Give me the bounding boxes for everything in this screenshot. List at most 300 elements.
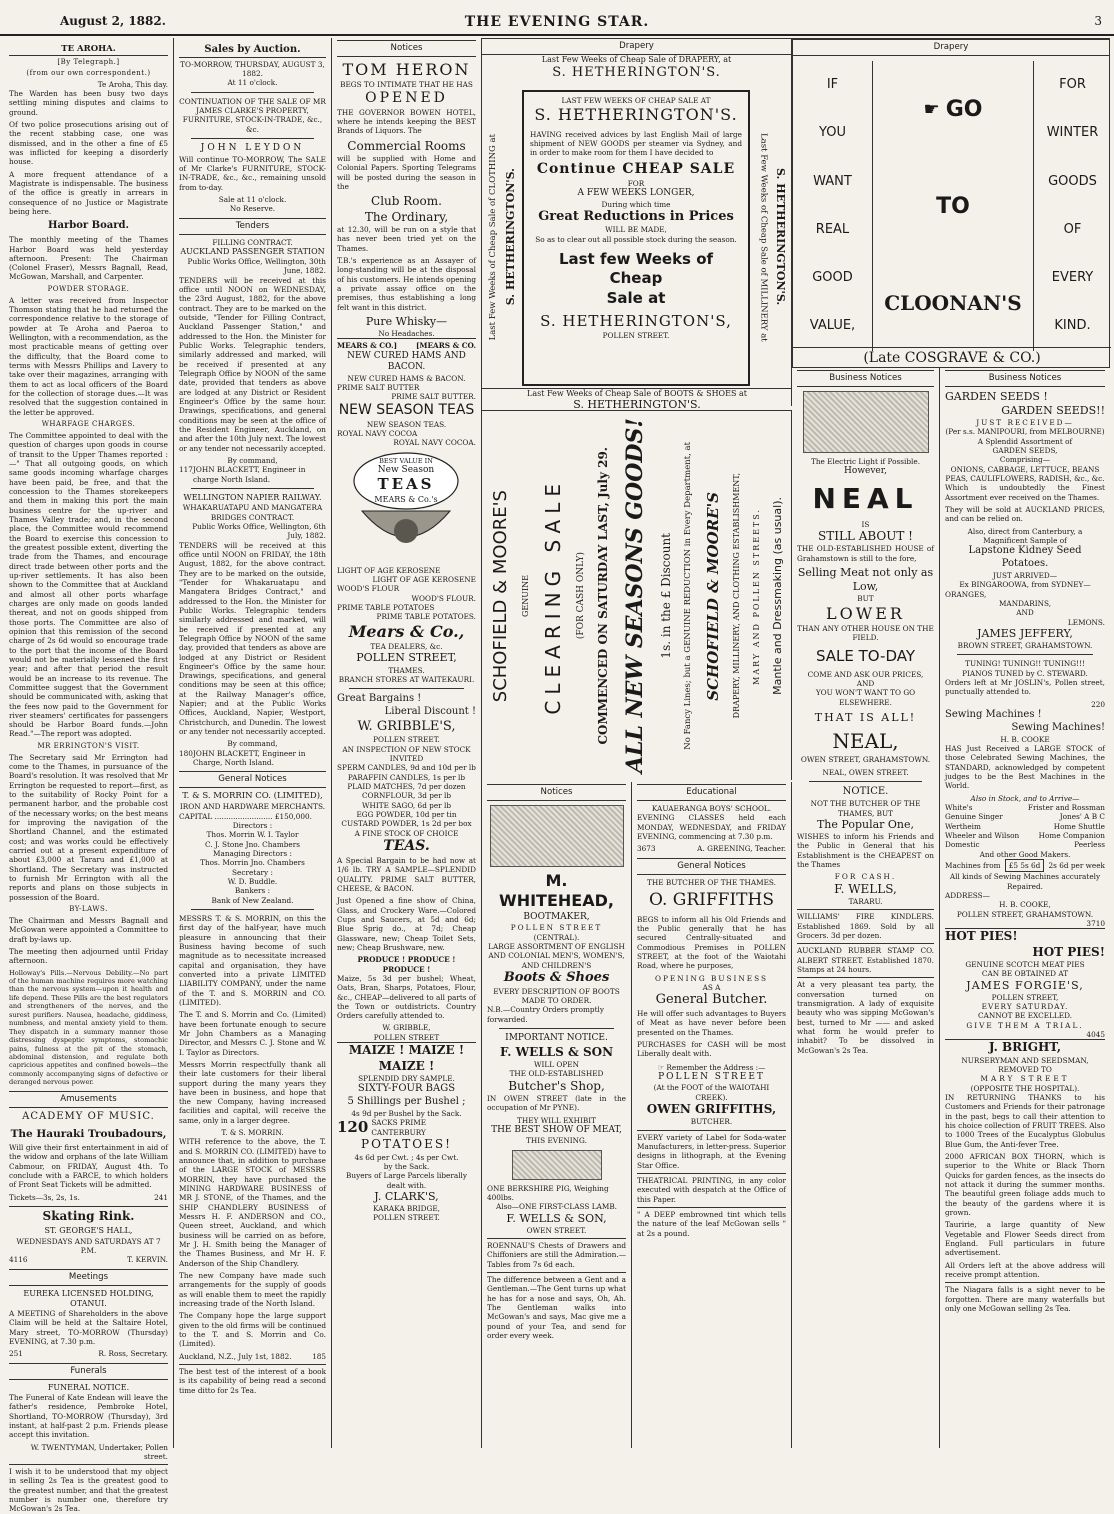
ad-number: 241 <box>154 1192 168 1202</box>
clearing-sale: CLEARING SALE <box>540 477 565 715</box>
a-few-weeks: A FEW WEEKS LONGER, <box>577 188 695 199</box>
last-few-weeks: Last few Weeks of Cheap <box>558 250 714 288</box>
sewing-machines: Sewing Machines ! <box>945 709 1042 721</box>
auctioneer-name: JOHN LEYDON <box>200 143 305 154</box>
bright-name: J. BRIGHT, <box>945 1039 1105 1055</box>
opening-business: OPENING BUSINESS <box>655 973 768 983</box>
printing-advert: THEATRICAL PRINTING, in any color executed with despatch at the Office of this Paper. <box>637 1173 786 1204</box>
produce-heading: PRODUCE ! PRODUCE ! PRODUCE ! <box>357 955 456 974</box>
teas-italic: TEAS. <box>383 838 430 854</box>
schofield-name: SCHOFIELD & MOORE'S <box>703 491 722 701</box>
that-is-all: THAT IS ALL! <box>814 711 917 725</box>
secretary: W. D. Buddle. <box>227 876 278 886</box>
bankers-label: Bankers : <box>234 886 271 896</box>
masthead <box>0 0 1114 36</box>
genuine-label: GENUINE <box>521 575 531 617</box>
great-bargains: Great Bargains ! <box>337 693 422 705</box>
mears-item: LIGHT OF AGE KEROSENE <box>337 565 441 575</box>
garden-seeds-heading: GARDEN SEEDS!! <box>1001 404 1105 418</box>
news-paragraph: The Chairman and Messrs Bagnall and McGowan were appointed a Committee to draft by-laws up. <box>9 915 168 944</box>
section-general-notices: General Notices <box>179 771 326 788</box>
morrin-date-row <box>179 1352 326 1361</box>
general-butcher: General Butcher. <box>655 992 768 1008</box>
subheading: WHARFAGE CHARGES. <box>41 420 136 429</box>
not-the-butcher: NOT THE BUTCHER OF THE THAMES, BUT <box>810 799 921 818</box>
column-garden <box>940 368 1110 1448</box>
still-about: STILL ABOUT ! <box>817 529 913 543</box>
grocery-item: SPERM CANDLES, 9d and 10d per lb <box>337 763 476 773</box>
divider <box>191 488 314 489</box>
ad-number: 220 <box>1091 699 1105 709</box>
neal-address: NEAL, OWEN STREET. <box>822 768 909 778</box>
machine-name: Home Companion <box>1038 830 1105 840</box>
divider <box>191 92 314 93</box>
thames: THAMES. <box>388 665 425 675</box>
hetherington-name: S. HETHERINGTON'S. <box>774 168 788 306</box>
new-season-teas: NEW SEASON TEAS <box>338 401 475 418</box>
want-word: WANT <box>813 173 852 189</box>
directors: Thos. Morrin Jno. Chambers <box>200 858 305 868</box>
tararu: TARARU. <box>848 896 883 906</box>
heron-text: T.B.'s experience as an Assayer of long-standing will be at the disposal of his customers. He intends opening a private assay office on the premises, thus establishing a long felt want in this district. <box>337 256 476 312</box>
new-season: New Season <box>377 464 435 475</box>
garden-seeds: GARDEN SEEDS, <box>992 446 1058 456</box>
heron-text: THE GOVERNOR BOWEN HOTEL, where he intends keeping the BEST Brands of Liquors. The <box>337 107 476 136</box>
oranges: ORANGES, <box>945 589 987 599</box>
other-makers: And other Good Makers. <box>979 849 1071 859</box>
made-to-order: EVERY DESCRIPTION OF BOOTS MADE TO ORDER. <box>493 986 620 1006</box>
sacks-label: SACKS PRIME CANTERBURY <box>371 1118 427 1137</box>
section-meetings: Meetings <box>9 1269 168 1286</box>
boots-shoes: Boots & Shoes <box>503 970 610 986</box>
for-word: FOR <box>1059 76 1086 92</box>
removed-to: REMOVED TO <box>998 1064 1052 1074</box>
clothing-sale-line: Last Few Weeks of Cheap Sale of CLOTHING at <box>487 133 498 341</box>
bright-text: 2000 AFRICAN BOX THORN, which is superior to the White or Black Thorn Quicks for garden fences, as the insects do not attack it during the summer months. The beautiful green foliage adds much to the beauty of the gardens where it is grown. <box>945 1151 1105 1217</box>
branch-stores: BRANCH STORES AT WAITEKAURI. <box>338 674 475 684</box>
gribble-sign: W. GRIBBLE, <box>382 1023 431 1033</box>
tender-title: FILLING CONTRACT. <box>212 237 293 247</box>
pure-whisky: Pure Whisky— <box>365 315 448 329</box>
grocery-item: EGG POWDER, 10d per tin <box>356 810 457 820</box>
important-notice: IMPORTANT NOTICE. <box>505 1033 608 1044</box>
cloonan-advert <box>792 38 1110 368</box>
amusement-text: Will give their first entertainment in aid of the widow and orphans of the late William Cabmour, on FRIDAY, August 4th. To conclude with a FARCE, to which holders of Front Seat Tickets will be admitted. <box>9 1142 168 1190</box>
mears-item: ROYAL NAVY COCOA. <box>393 438 476 448</box>
news-paragraph: The meeting then adjourned until Friday afternoon. <box>9 946 168 966</box>
but-label: BUT <box>857 594 874 604</box>
newspaper-title: THE EVENING STAR. <box>464 14 650 30</box>
wont-go: YOU WON'T WANT TO GO ELSEWHERE. <box>815 688 916 707</box>
morrin-text: WITH reference to the above, the T. and S. MORRIN CO. (LIMITED) have to announce that, in addition to purchase of the LARGE STOCK of MESSRS MORRIN, they have purchased the MINING HARDWARE BUSINESS of MR J. STONE, of the Thames, and the SHIP CHANDLERY BUSINESS of Messrs H. F. ANDERSON and CO., Queen street, Auckland, and which business will be carried on as before, Mr J. H. Smith being the Manager of the Thames Business, and Mr H. F. Anderson of the Ship Chandlery. <box>179 1137 326 1268</box>
as-a: AS A <box>702 983 721 993</box>
tea-puff: The best test of the interest of a book is its capability of being read a second time ditto for 2s Tea. <box>179 1364 326 1395</box>
address-label: ADDRESS— <box>945 890 990 900</box>
divider <box>349 688 464 689</box>
of-word: OF <box>1063 221 1082 237</box>
morrin-sign: T. & S. MORRIN. <box>221 1128 284 1138</box>
central: (CENTRAL). <box>533 932 580 942</box>
great-reductions: Great Reductions in Prices <box>538 208 734 224</box>
meeting-sign-row <box>9 1349 168 1358</box>
mears-label: [MEARS & CO. <box>415 341 476 351</box>
opened-heading: OPENED <box>365 89 448 106</box>
morrin-text: The Company hope the large support given to the old firms will be continued to the T. and S. Morrin and Co. (Limited). <box>179 1311 326 1349</box>
old-established: THE OLD-ESTABLISHED <box>509 1069 604 1079</box>
inspection-invited: AN INSPECTION OF NEW STOCK INVITED <box>342 744 471 764</box>
cooke-text: HAS Just Received a LARGE STOCK of those Celebrated Sewing Machines, the STANDARD, acknowledged by competent judges to be the Best Machines in the World. <box>945 743 1105 791</box>
tickets-price: Tickets—3s, 2s, 1s. <box>9 1192 80 1202</box>
griffiths-text: BEGS to inform all his Old Friends and the Public generally that he has secured Centrally-situated and Commodious Premises in POLLEN STREET, at the foot of the Waiotahi Road, where he purposes, <box>637 914 786 971</box>
nurseryman: NURSERYMAN AND SEEDSMAN, <box>961 1055 1089 1065</box>
ask-prices: COME AND ASK OUR PRICES, <box>807 669 924 679</box>
machine-row <box>945 831 1105 840</box>
tender-sign-row <box>179 749 326 768</box>
value-word: VALUE, <box>809 318 856 334</box>
cooke-name: H. B. COOKE, <box>999 900 1051 910</box>
new-cured-hams: NEW CURED HAMS AND BACON. <box>347 350 466 373</box>
hetherington-name: S. HETHERINGTON'S. <box>573 398 701 411</box>
academy-heading: ACADEMY OF MUSIC. <box>22 1110 155 1122</box>
mears-label: MEARS & CO.] <box>337 341 398 351</box>
seed-list: ONIONS, CABBAGE, LETTUCE, BEANS PEAS, CAULIFLOWERS, RADISH, &c., &c. <box>945 464 1105 484</box>
section-notices: Notices <box>487 784 626 801</box>
will-open: WILL OPEN <box>534 1059 579 1069</box>
capital: CAPITAL ......................... £150,000. <box>179 811 312 821</box>
sixty-four-bags: SIXTY-FOUR BAGS <box>357 1083 456 1095</box>
machine-name: Genuine Singer <box>945 812 1003 822</box>
news-paragraph: A more frequent attendance of a Magistrate is indispensable. The business of the office is greatly in arrears in consequence of no Justice or Magistrate being here. <box>9 169 168 217</box>
fine-stock: A FINE STOCK OF CHOICE <box>354 828 459 838</box>
karaka-bridge: KARAKA BRIDGE, <box>373 1204 440 1214</box>
cloonan-left <box>793 61 873 351</box>
for-label: FOR <box>627 178 645 188</box>
troubadours-heading: The Hauraki Troubadours, <box>10 1127 167 1140</box>
goods-word: GOODS <box>1048 173 1097 189</box>
tender-subject: AUCKLAND PASSENGER STATION <box>180 246 325 256</box>
machine-row <box>945 840 1105 849</box>
byline: [By Telegraph.] <box>57 57 120 66</box>
byline-sub: (from our own correspondent.) <box>26 68 151 77</box>
grocery-item: CORNFLOUR, 3d per lb <box>361 791 452 801</box>
dateline: Te Aroha, This day. <box>97 79 168 89</box>
griffiths-text: PURCHASES for CASH will be most Liberally dealt with. <box>637 1039 786 1059</box>
during-label: During which time <box>601 199 671 209</box>
date: Auckland, N.Z., July 1st, 1882. <box>179 1351 292 1361</box>
mears-item: PRIME SALT BUTTER. <box>391 392 476 402</box>
boot-illustration <box>490 805 624 867</box>
mary-street: MARY STREET <box>980 1074 1070 1084</box>
just-arrived: JUST ARRIVED— <box>992 571 1058 581</box>
divider <box>499 1028 614 1029</box>
mears-item: WOOD'S FLOUR <box>337 584 400 594</box>
funeral-heading: FUNERAL NOTICE. <box>47 1382 130 1392</box>
bright-text: IN RETURNING THANKS to his Customers and Friends for their patronage in the past, begs to call their attention to his choice collection of FRUIT TREES. Also to 1000 Trees of the Eucalyptus Globulus Blue Gum, the Anti-fever Tree. <box>945 1092 1105 1149</box>
real-word: REAL <box>815 221 850 237</box>
machine-name: Home Shuttle <box>1053 821 1105 831</box>
tea-puff: I wish it to be understood that my object in selling 2s Tea is the greatest good to the greatest number, and that the greatest number is number one, therefore try McGowan's 2s Tea. <box>9 1464 168 1514</box>
foot-of-creek: (At the FOOT of the WAIOTAHI CREEK). <box>653 1083 770 1102</box>
rubber-stamp-advert: AUCKLAND RUBBER STAMP CO. ALBERT STREET. Established 1870. Stamps at 24 hours. <box>797 943 934 974</box>
grocery-item: PLAID MATCHES, 7d per dozen <box>347 782 466 792</box>
ad-number: 4045 <box>1086 1029 1105 1039</box>
grocery-item: WHITE SAGO, 6d per lb <box>362 800 451 810</box>
neal-heading: NEAL, <box>832 729 899 754</box>
garden-seeds-heading: GARDEN SEEDS ! <box>945 390 1048 403</box>
news-paragraph: Of two police prosecutions arising out of the recent stabbing case, one was dismissed, and in the other a fine of £5 was inflicted for keeping a disorderly house. <box>9 120 168 167</box>
mears-item: PRIME TABLE POTATOES <box>337 602 435 612</box>
hot-pies: HOT PIES! <box>1032 944 1105 959</box>
cooke-name: H. B. COOKE <box>1000 734 1050 744</box>
teacher: A. GREENING, Teacher. <box>697 844 786 854</box>
garden-text: Which is undoubtedly the Finest Assortment ever received on the Thames. <box>945 483 1105 502</box>
tender-date: Public Works Office, Wellington, 6th July, 1882. <box>192 521 326 541</box>
directors: C. J. Stone Jno. Chambers <box>205 839 300 849</box>
harbor-board-heading: Harbor Board. <box>48 220 129 232</box>
cash-only: (FOR CASH ONLY) <box>575 552 586 640</box>
commenced: COMMENCED ON SATURDAY LAST, July 29. <box>596 447 611 745</box>
kindlers-advert: WILLIAMS' FIRE KINDLERS. Established 1869. Sold by all Grocers. 3d per dozen. <box>797 909 934 940</box>
maize-heading: MAIZE ! <box>378 1058 435 1073</box>
they-will-exhibit: THEY WILL EXHIBIT <box>517 1115 596 1125</box>
by-command: By command, <box>227 456 278 466</box>
page-number: 3 <box>1094 14 1102 28</box>
club-room: Club Room. <box>371 194 442 209</box>
genuine-reduction: No Fancy Lines; but a GENUINE REDUCTION in Every Department, at <box>683 442 694 750</box>
proprietor-row <box>9 1255 168 1264</box>
meeting-text: A MEETING of Shareholders in the above Claim will be held at the Saltaire Hotel, Mary street, TO-MORROW (Thursday) EVENING, at 7.30 p.m. <box>9 1308 168 1346</box>
grocery-item: PARAFFIN CANDLES, 1s per lb <box>347 772 466 782</box>
new-seasons-goods: ALL NEW SEASONS GOODS! <box>622 418 649 774</box>
teacher-row <box>637 844 786 853</box>
ad-number: 3673 <box>637 844 656 854</box>
first-class-lamb: Also—ONE FIRST-CLASS LAMB. <box>495 1202 618 1212</box>
owen-street: OWEN STREET, GRAHAMSTOWN. <box>800 754 931 764</box>
per-ship: (Per s.s. MANIPOURI, from MELBOURNE) <box>945 427 1105 437</box>
buyers-note: Buyers of Large Parcels liberally dealt with. <box>346 1171 467 1190</box>
butcher-of-thames: THE BUTCHER OF THE THAMES. <box>647 877 776 887</box>
electric-light: The Electric Light if Possible. <box>810 457 921 466</box>
pollen-street: POLLEN STREET <box>510 923 603 933</box>
cattle-illustration <box>803 391 929 453</box>
machine-name: Frister and Rossman <box>1027 802 1105 812</box>
mears-item: ROYAL NAVY COCOA <box>337 429 418 439</box>
establishment: DRAPERY, MILLINERY, AND CLOTHING ESTABLISHMENT, <box>732 473 742 719</box>
clarks-street: POLLEN STREET. <box>373 1213 440 1223</box>
than-any: THAN ANY OTHER HOUSE ON THE FIELD. <box>797 623 934 643</box>
clothing-sidebar-name <box>502 88 520 386</box>
best-value: BEST VALUE IN <box>379 456 433 465</box>
potato-price: 4s 6d per Cwt. ; 4s per Cwt. <box>354 1152 459 1162</box>
machine-name: Domestic <box>945 840 980 850</box>
will-be-made: WILL BE MADE, <box>605 225 667 235</box>
tender-date: Public Works Office, Wellington, 30th June, 1882. <box>187 257 326 276</box>
label-advert: EVERY variety of Label for Soda-water Manufacturers, in letter-press. Superior designs in lithograph, at the Evening Star Office. <box>637 1130 786 1170</box>
wells-name: F. WELLS & SON, <box>506 1211 607 1225</box>
hetherington-name: S. HETHERINGTON'S. <box>503 168 517 306</box>
section-tenders: Tenders <box>179 218 326 235</box>
column-neal <box>792 368 940 1448</box>
potatoes-heading: POTATOES! <box>361 1137 452 1152</box>
heron-text: at 12.30, will be run on a style that has never been tried yet on the Thames. <box>337 225 476 253</box>
pointing-hand-icon: ☛ <box>923 99 940 121</box>
roennau-advert: ROENNAU'S Chests of Drawers and Chiffoniers are still the Admiration.—Tables from 7s 6d each. <box>487 1238 626 1269</box>
directors: Thos. Morrin W. I. Taylor <box>206 830 299 840</box>
per-week: 2s 6d per week <box>1048 860 1105 870</box>
popular-one: The Popular One, <box>816 817 915 831</box>
winter-word: WINTER <box>1046 125 1099 141</box>
machine-row <box>945 812 1105 821</box>
piano-text: Orders left at Mr JOSLIN's, Pollen street, punctually attended to. <box>945 678 1105 697</box>
at-mears: MEARS & Co.'s <box>374 494 438 504</box>
cooke-address: POLLEN STREET, GRAHAMSTOWN. <box>956 909 1094 919</box>
hetherington-inner-box <box>522 90 750 386</box>
discount: 1s. in the £ Discount <box>658 533 673 659</box>
tender-subject: WELLINGTON NAPIER RAILWAY. <box>183 493 322 503</box>
gribble-street: POLLEN STREET. <box>373 735 440 745</box>
tickets-row <box>9 1193 168 1202</box>
streets: MARY AND POLLEN STREETS. <box>751 507 761 685</box>
every-saturday: EVERY SATURDAY. <box>981 1001 1069 1011</box>
give-trial: GIVE THEM A TRIAL. <box>966 1020 1084 1030</box>
machine-price-row <box>945 859 1105 872</box>
section-educational: Educational <box>637 784 786 801</box>
machine-row <box>945 822 1105 831</box>
tea-illustration <box>337 451 476 563</box>
news-paragraph: The Warden has been busy two days settling mining disputes and claims to ground. <box>9 89 168 117</box>
school-text: EVENING CLASSES held each MONDAY, WEDNESDAY, and FRIDAY EVENING, commencing at 7.30 p.m. <box>637 813 786 841</box>
bright-text: Tauririe, a large quantity of New Vegetable and Flower Seeds direct from England. Full particulars in future advertisement. <box>945 1220 1105 1258</box>
butcher: BUTCHER. <box>690 1117 733 1127</box>
tender-text: TENDERS will be received at this office until NOON on WEDNESDAY, the 23rd August, 1882, for the above contract. They are to be marked on the outside, "Tender for Filling Contract, Auckland Passenger Station," and addressed to the Hon. the Minister for Public Works. Telegraphic tenders, similarly addressed and marked, will be received if presented at any Telegraph Office by NOON of the same date, provided that tenders as above are lodged at any District or Resident Engineer's Office by the same hour. Drawings, specifications, and general conditions may be seen at the office of the Resident Engineer, Auckland, on and after the 10th July next. The lowest or any tender not necessarily accepted. <box>179 275 326 453</box>
proprietor: T. KERVIN. <box>127 1255 168 1265</box>
garden-text: They will be sold at AUCKLAND PRICES, and can be relied on. <box>945 505 1105 524</box>
mears-item: LIGHT OF AGE KEROSENE <box>372 575 476 584</box>
boots-sale-line: Last Few Weeks of Cheap Sale of BOOTS & SHOES at <box>482 388 792 399</box>
tom-heron-heading: TOM HERON <box>342 60 471 79</box>
subheading: POWDER STORAGE. <box>47 284 130 293</box>
gribble-heading: W. GRIBBLE'S, <box>357 718 456 734</box>
ad-number: 4116 <box>9 1255 28 1265</box>
mantle-dressmaking: Mantle and Dressmaking (as usual). <box>771 497 785 695</box>
bootmaker: BOOTMAKER, <box>523 911 590 922</box>
mears-co-heading: Mears & Co., <box>348 621 465 641</box>
hetherington-name: S. HETHERINGTON'S. <box>534 105 738 125</box>
gribble-text: Just Opened a fine show of China, Glass, and Crockery Ware.—Colored Cups and Saucers, at 5d and 6d; Blue Sprig do., at 7d; Cheap Glassware, new; Cheap Toilet Sets, new; Cheap Brushware, new. <box>337 896 476 952</box>
also-in-stock: Also in Stock, and to Arrive— <box>970 793 1080 803</box>
maize-heading: MAIZE ! MAIZE ! <box>337 1042 476 1058</box>
machine-name: Peerless <box>1074 840 1105 850</box>
tender-sign-row <box>179 465 326 484</box>
heron-text: will be supplied with Home and Colonial Papers. Sporting Telegrams will be posted during the season in the <box>337 154 476 192</box>
best-show: THE BEST SHOW OF MEAT, <box>491 1124 622 1135</box>
lower-heading: LOWER <box>826 603 905 623</box>
cloonan-center <box>873 61 1033 351</box>
cloonan-name: CLOONAN'S <box>884 290 1022 315</box>
morrin-text: Messrs Morrin respectfully thank all their late customers for their liberal support during the many years they have been in business, and hope that the new Company, having increased facilities and capital, will receive the same, only in a larger degree. <box>179 1059 326 1125</box>
column-notices <box>332 38 482 1448</box>
by-the-sack: by the Sack. <box>383 1161 430 1171</box>
neal-heading: NEAL <box>812 481 919 515</box>
machine-name: Wheeler and Wilson <box>945 830 1020 840</box>
commercial-rooms: Commercial Rooms <box>347 138 466 153</box>
this-evening: THIS EVENING. <box>526 1136 587 1146</box>
canterbury: Also, direct from Canterbury, a Magnificent Sample of <box>967 526 1083 546</box>
and-label: AND <box>856 679 875 689</box>
ad-number: 117 <box>179 465 193 475</box>
te-aroha-heading: TE AROHA. <box>9 44 168 56</box>
you-word: YOU <box>819 125 846 141</box>
column-news <box>4 38 174 1514</box>
sale-time: Sale at 11 o'clock. <box>218 194 287 204</box>
schofield-columns <box>482 411 792 781</box>
pig-illustration <box>512 1150 602 1180</box>
machine-row <box>945 803 1105 812</box>
bankers: Bank of New Zealand. <box>211 895 294 905</box>
gribble-street: POLLEN STREET <box>373 1032 440 1042</box>
schofield-name: SCHOFIELD & MOORE'S <box>489 489 511 703</box>
large-assortment: LARGE ASSORTMENT OF ENGLISH AND COLONIAL MEN'S, WOMEN'S, AND CHILDREN'S <box>488 942 625 970</box>
mears-item: PRIME SALT BUTTER <box>337 383 420 393</box>
section-general-notices: General Notices <box>637 858 786 875</box>
griffiths-text: He will offer such advantages to Buyers of Meat as have never before been presented on the Thames. <box>637 1008 786 1037</box>
price-per-bushel: 5 Shillings per Bushel ; <box>347 1095 466 1107</box>
machines-from: Machines from <box>945 860 1001 870</box>
can-be-obtained: CAN BE OBTAINED AT <box>981 969 1069 979</box>
schofield-advert <box>482 410 792 780</box>
tender-title: WHAKARUATAPU AND MANGATERA BRIDGES CONTRACT. <box>182 503 323 522</box>
go-word: GO <box>945 96 983 122</box>
heron-text: BEGS TO INTIMATE THAT HE HAS <box>340 80 473 90</box>
opposite-hospital: (OPPOSITE THE HOSPITAL). <box>970 1083 1080 1093</box>
section-drapery: Drapery <box>793 39 1109 56</box>
subheading: BY-LAWS. <box>69 905 108 914</box>
undertaker: W. TWENTYMAN, Undertaker, Pollen street. <box>30 1442 168 1461</box>
if-word: IF <box>826 76 839 92</box>
mears-header <box>337 338 476 350</box>
secretary-label: Secretary : <box>232 867 273 877</box>
liberal-discount: Liberal Discount ! <box>384 705 476 717</box>
pianos-tuned: PIANOS TUNED by C. STEWARD. <box>962 668 1088 678</box>
pollen-street: POLLEN STREET. <box>602 330 670 340</box>
clothing-sidebar <box>482 88 504 386</box>
morrin-text: The new Company have made such arrangements for the supply of goods as will enable them to meet the rapidly increasing trade of the North Island. <box>179 1271 326 1309</box>
section-business-notices: Business Notices <box>945 370 1105 387</box>
machine-name: Jones' A B C <box>1059 812 1105 822</box>
and-label: AND <box>1016 608 1034 618</box>
ad-number: 180 <box>179 748 193 758</box>
no-headaches: No Headaches. <box>378 329 435 339</box>
country-orders: N.B.—Country Orders promptly forwarded. <box>487 1005 604 1024</box>
sewing-machines: Sewing Machines! <box>1011 721 1105 733</box>
hetherington-text: HAVING received advices by last English Mail of large shipment of NEW GOODS per steamer via Sydney, and in order to make room for them I have decided to <box>530 129 742 158</box>
tea-puff: " A DEEP embrowned tint which tells the nature of the leaf McGowan sells " at 2s a pound. <box>637 1207 786 1238</box>
notice-heading: NOTICE. <box>842 786 889 798</box>
directors-label: Directors : <box>232 820 273 830</box>
wells-name: F. WELLS, <box>834 881 897 896</box>
section-drapery: Drapery <box>482 38 791 55</box>
news-paragraph: The Committee appointed to deal with the question of charges upon goods in course of transit to the Upper Thames reported :—" That all outgoing goods, on which same goods incoming wharfage charges have been paid, be free, and that the concession to the Thames storekeepers and them in making this port the main business centre for the up-river and Thames Valley trade; and, in the second place, the Committee would recommend the Board to exercise this concession to the greatest possible extent, diverting the trade from the Thames, and encourage direct trade between other ports and the up-river settlements. It has also been shown to the Committee that at Auckland and almost all other ports wharfage charges are only made on goods landed thereat, and not on goods shipped from those ports. The Committee are also of opinion that this remission of the second charge of 2s 6d would so encourage trade to the port that the income of the Board would not be materially lessened the first year; and after that period the result would be an increase to its revenue. The Committee suggest that the Government should be communicated with, asking that the fees now paid to the Government for river steamers' certificates for passengers should be Harbor Board funds.—John Read."—The report was adopted. <box>9 430 168 739</box>
just-received: JUST RECEIVED— <box>976 418 1074 428</box>
pointing-hand-icon: ☞ <box>657 1062 667 1072</box>
gribble-text: Maize, 5s 3d per bushel; Wheat, Oats, Bran, Sharps, Potatoes, Flour, &c., CHEAP—delivered to all parts of the Town or outdistricts. Country Orders carefully attended to. <box>337 973 476 1021</box>
tea-puff: The difference between a Gent and a Gentleman.—The Gent turns up what he has for a nose and says, Oh, Ah. The Gentleman walks into McGowan's and says, Mac give me a pound of your Tea, and send for order every week. <box>487 1272 626 1340</box>
hetherington-name: S. HETHERINGTON'S. <box>552 65 721 81</box>
company-trade: IRON AND HARDWARE MERCHANTS. <box>179 802 326 812</box>
wells-text: WISHES to inform his Friends and the Public in General that his Establishment is the CHEAPEST on the Thames <box>797 831 934 869</box>
cloonan-right <box>1033 61 1111 351</box>
inner-line: LAST FEW WEEKS OF CHEAP SALE AT <box>561 96 711 105</box>
